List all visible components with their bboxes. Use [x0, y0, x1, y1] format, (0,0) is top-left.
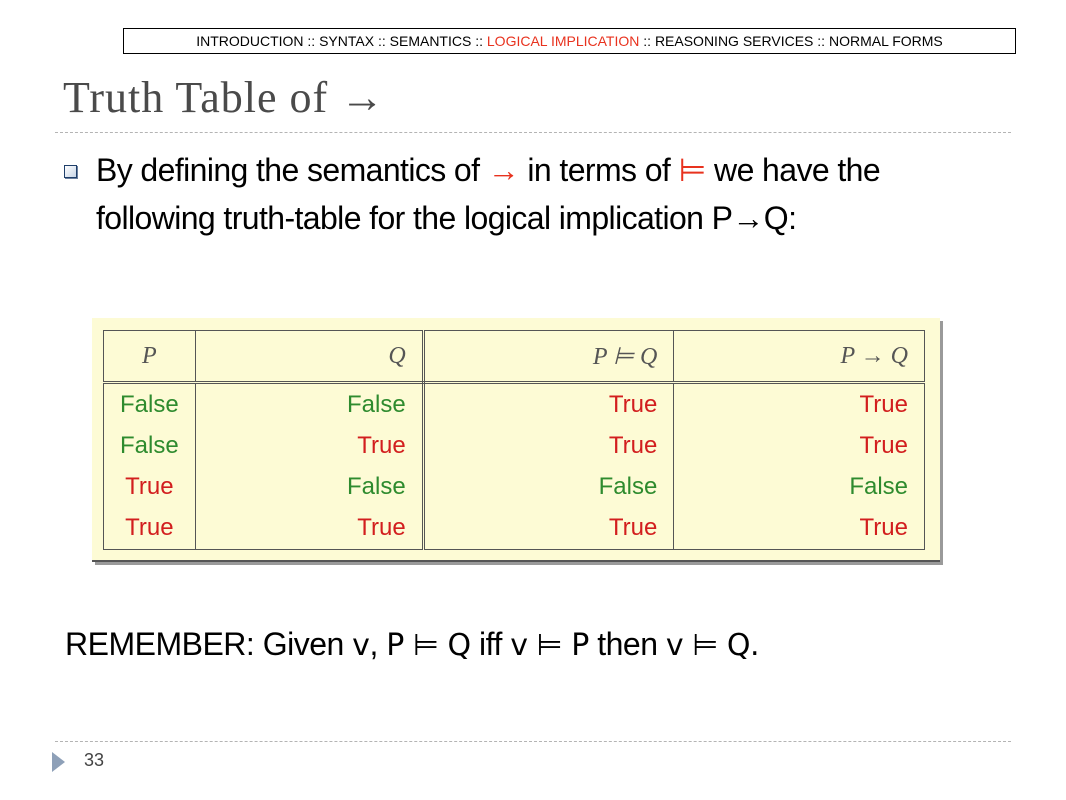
- bullet-text-line2: following truth-table for the logical implication P→Q:: [96, 200, 797, 236]
- truth-table-panel: [92, 318, 940, 562]
- page-triangle-icon: [52, 752, 65, 772]
- formula-p: P: [571, 628, 589, 663]
- bullet-text-part: in terms of: [519, 152, 679, 188]
- valuation-symbol: v: [352, 628, 370, 663]
- nav-item-introduction[interactable]: INTRODUCTION: [196, 33, 304, 49]
- nav-separator: ::: [303, 33, 320, 49]
- nav-separator: ::: [813, 33, 829, 49]
- header-q: Q: [195, 331, 423, 383]
- bullet-text-part: By defining the semantics of: [96, 152, 488, 188]
- formula-q: Q: [726, 628, 750, 663]
- bullet-text: [96, 146, 1016, 242]
- table-row: [104, 508, 925, 550]
- header-p-implies-q: P → Q: [674, 331, 925, 383]
- models-symbol: ⊨: [527, 628, 572, 663]
- remember-period: .: [750, 628, 760, 663]
- cell-q: True: [195, 425, 423, 466]
- remember-text: Given: [254, 626, 353, 662]
- cell-p: True: [104, 508, 196, 550]
- cell-q: False: [195, 467, 423, 508]
- table-row: [104, 383, 925, 426]
- page-number: 33: [84, 750, 105, 770]
- cell-p-implies-q: False: [674, 467, 925, 508]
- nav-item-logical-implication[interactable]: LOGICAL IMPLICATION: [486, 33, 640, 49]
- header-p: P: [104, 331, 196, 383]
- cell-q: True: [195, 508, 423, 550]
- formula-q: Q: [447, 628, 471, 663]
- cell-p: True: [104, 467, 196, 508]
- breadcrumb-nav: [123, 28, 1016, 54]
- table-row: [104, 425, 925, 466]
- nav-separator: ::: [471, 33, 487, 49]
- models-symbol: ⊨: [683, 628, 727, 663]
- valuation-symbol: v: [510, 628, 528, 663]
- nav-item-syntax[interactable]: SYNTAX: [319, 33, 375, 49]
- cell-p-models-q: True: [423, 383, 674, 426]
- nav-item-semantics[interactable]: SEMANTICS: [389, 33, 472, 49]
- remember-note: [65, 626, 759, 663]
- table-row: [104, 467, 925, 508]
- cell-p-implies-q: True: [674, 508, 925, 550]
- bullet-text-part: we have the: [705, 152, 881, 188]
- cell-p: False: [104, 383, 196, 426]
- cell-q: False: [195, 383, 423, 426]
- nav-separator: ::: [639, 33, 655, 49]
- valuation-symbol: v: [665, 628, 684, 663]
- formula-p: P: [386, 628, 404, 663]
- cell-p-models-q: False: [423, 467, 674, 508]
- cell-p-models-q: True: [423, 425, 674, 466]
- models-symbol: ⊨: [403, 628, 448, 663]
- cell-p-models-q: True: [423, 508, 674, 550]
- bullet-square-icon: [64, 165, 77, 178]
- remember-label: REMEMBER:: [65, 626, 255, 662]
- nav-item-normal-forms[interactable]: NORMAL FORMS: [828, 33, 943, 49]
- table-header-row: [104, 331, 925, 383]
- remember-text: then: [588, 626, 666, 662]
- models-symbol: ⊨: [678, 152, 706, 188]
- cell-p: False: [104, 425, 196, 466]
- cell-p-implies-q: True: [674, 425, 925, 466]
- remember-text: ,: [369, 626, 387, 662]
- header-p-models-q: P ⊨ Q: [423, 331, 674, 383]
- remember-text: iff: [470, 626, 511, 662]
- footer-divider: [55, 741, 1011, 742]
- arrow-symbol: →: [487, 152, 520, 188]
- slide-title: Truth Table of →: [63, 73, 386, 122]
- nav-separator: ::: [374, 33, 390, 49]
- nav-item-reasoning-services[interactable]: REASONING SERVICES: [654, 33, 814, 49]
- title-divider: [55, 132, 1011, 133]
- cell-p-implies-q: True: [674, 383, 925, 426]
- truth-table: [103, 330, 925, 550]
